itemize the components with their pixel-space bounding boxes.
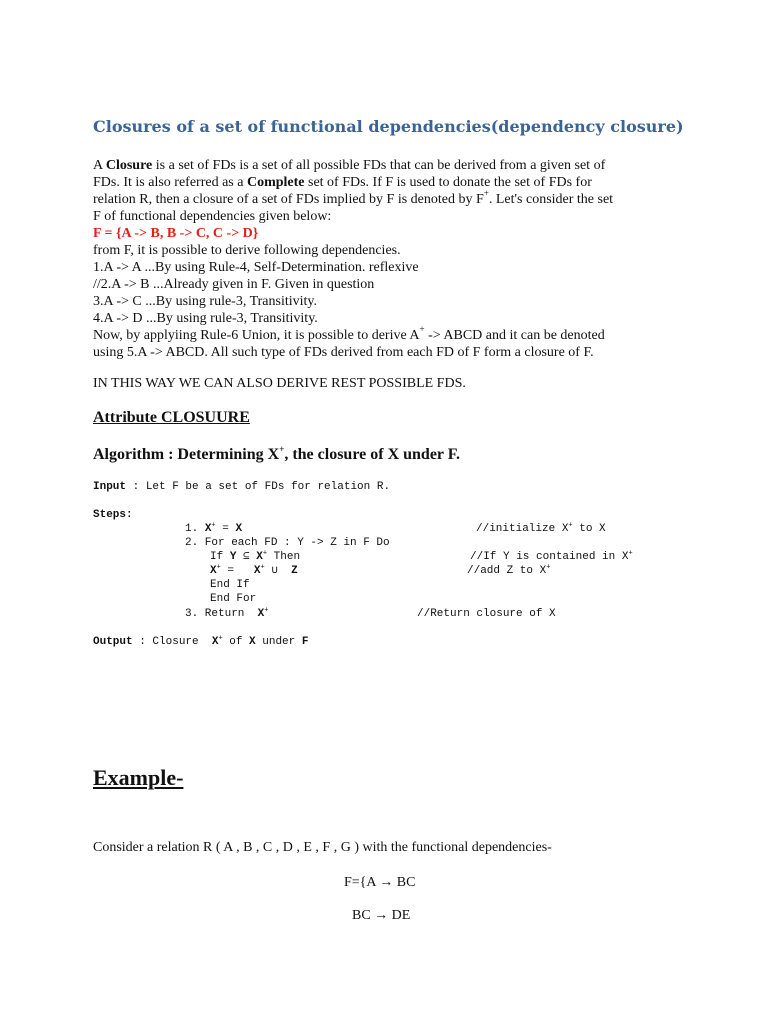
text: Now, by applyiing Rule-6 Union, it is possible to derive A [93, 328, 420, 343]
superscript: + [211, 521, 216, 530]
var-z: Z [291, 565, 298, 577]
step-2: 2. For each FD : Y -> Z in F Do [185, 537, 390, 549]
algorithm-output [93, 635, 308, 649]
fd-line-1: F={A → BC [344, 875, 416, 890]
steps-label [93, 508, 133, 522]
note-line: IN THIS WAY WE CAN ALSO DERIVE REST POSSIBLE FDS. [93, 376, 466, 391]
section-title: Closures of a set of functional dependencies(dependency closure) [93, 117, 684, 136]
step-end-for: End For [210, 593, 257, 605]
derivation-4: 4.A -> D ...By using rule-3, Transitivity. [93, 311, 318, 326]
var-x: X [235, 523, 243, 535]
superscript: + [568, 521, 573, 530]
text: , the closure of X under F. [284, 446, 461, 463]
var-x: X [204, 523, 212, 535]
var-y: Y [229, 551, 237, 563]
fd-set: F = {A -> B, B -> C, C -> D} [93, 226, 259, 241]
step-3 [185, 607, 268, 621]
text: -> ABCD and it can be denoted [424, 328, 605, 343]
var-x: X [256, 551, 263, 563]
step-union-comment [467, 564, 550, 578]
text: //If Y is contained in X [470, 551, 629, 563]
step-if [210, 550, 300, 564]
text: using 5.A -> ABCD. All such type of FDs derived from each FD of F form a closure of F. [93, 345, 594, 360]
superscript: + [279, 443, 285, 454]
text: : Closure [132, 636, 212, 648]
input-label: Input [93, 481, 127, 493]
step-3-comment: //Return closure of X [417, 608, 556, 620]
text: = [215, 523, 236, 535]
example-heading: Example- [93, 765, 184, 790]
derivation-3: 3.A -> C ...By using rule-3, Transitivity. [93, 294, 318, 309]
text: is a set of FDs is a set of all possible FDs that can be derived from a given set of [152, 158, 606, 173]
text: from F, it is possible to derive following dependencies. [93, 243, 401, 258]
superscript: + [419, 324, 425, 335]
step-1-comment [476, 522, 606, 536]
superscript: + [262, 549, 268, 558]
superscript: + [264, 606, 269, 615]
text: = [220, 565, 254, 577]
text: to X [572, 523, 606, 535]
text: F of functional dependencies given below: [93, 209, 332, 224]
text: 3. Return [185, 608, 258, 620]
subset-symbol: ⊆ [236, 551, 257, 563]
intro-paragraph [93, 157, 673, 361]
superscript: + [483, 188, 489, 199]
text: Then [267, 551, 301, 563]
superscript: + [628, 549, 633, 558]
derivation-2: //2.A -> B ...Already given in F. Given in question [93, 277, 375, 292]
text: Algorithm : Determining X [93, 446, 280, 463]
algorithm-heading [93, 443, 461, 464]
var-x: X [253, 565, 261, 577]
text: If [210, 551, 230, 563]
fd-line-2: BC → DE [352, 908, 411, 923]
algorithm-input [93, 480, 390, 494]
text: 1. [185, 523, 205, 535]
derivation-1: 1.A -> A ...By using Rule-4, Self-Determination. reflexive [93, 260, 419, 275]
var-x: X [249, 636, 256, 648]
step-if-comment [470, 550, 633, 564]
var-f: F [301, 636, 309, 648]
superscript: + [216, 563, 221, 572]
input-text: : Let F be a set of FDs for relation R. [126, 481, 391, 493]
text: of [222, 636, 250, 648]
output-label: Output [93, 636, 133, 648]
superscript: + [546, 563, 551, 572]
text: under [255, 636, 302, 648]
closure-term: Closure [105, 158, 153, 173]
step-union [210, 564, 298, 578]
text: . Let's consider the set [488, 192, 614, 207]
step-1 [185, 522, 242, 536]
superscript: + [260, 563, 265, 572]
text: set of FDs. If F is used to donate the set of FDs for [304, 175, 592, 190]
superscript: + [218, 634, 223, 643]
text: A [93, 158, 106, 173]
step-end-if: End If [210, 579, 250, 591]
var-x: X [211, 636, 219, 648]
text: //add Z to X [467, 565, 547, 577]
complete-term: Complete [246, 175, 305, 190]
union-symbol: ∪ [264, 565, 292, 577]
text: FDs. It is also referred as a [93, 175, 247, 190]
var-x: X [210, 565, 217, 577]
example-description: Consider a relation R ( A , B , C , D , E , F , G ) with the functional dependencies- [93, 840, 552, 855]
attribute-closure-heading: Attribute CLOSUURE [93, 409, 250, 426]
text: //initialize X [476, 523, 569, 535]
text: relation R, then a closure of a set of FDs implied by F is denoted by F [93, 192, 484, 207]
var-x: X [257, 608, 265, 620]
steps-label-text: Steps: [93, 509, 133, 521]
